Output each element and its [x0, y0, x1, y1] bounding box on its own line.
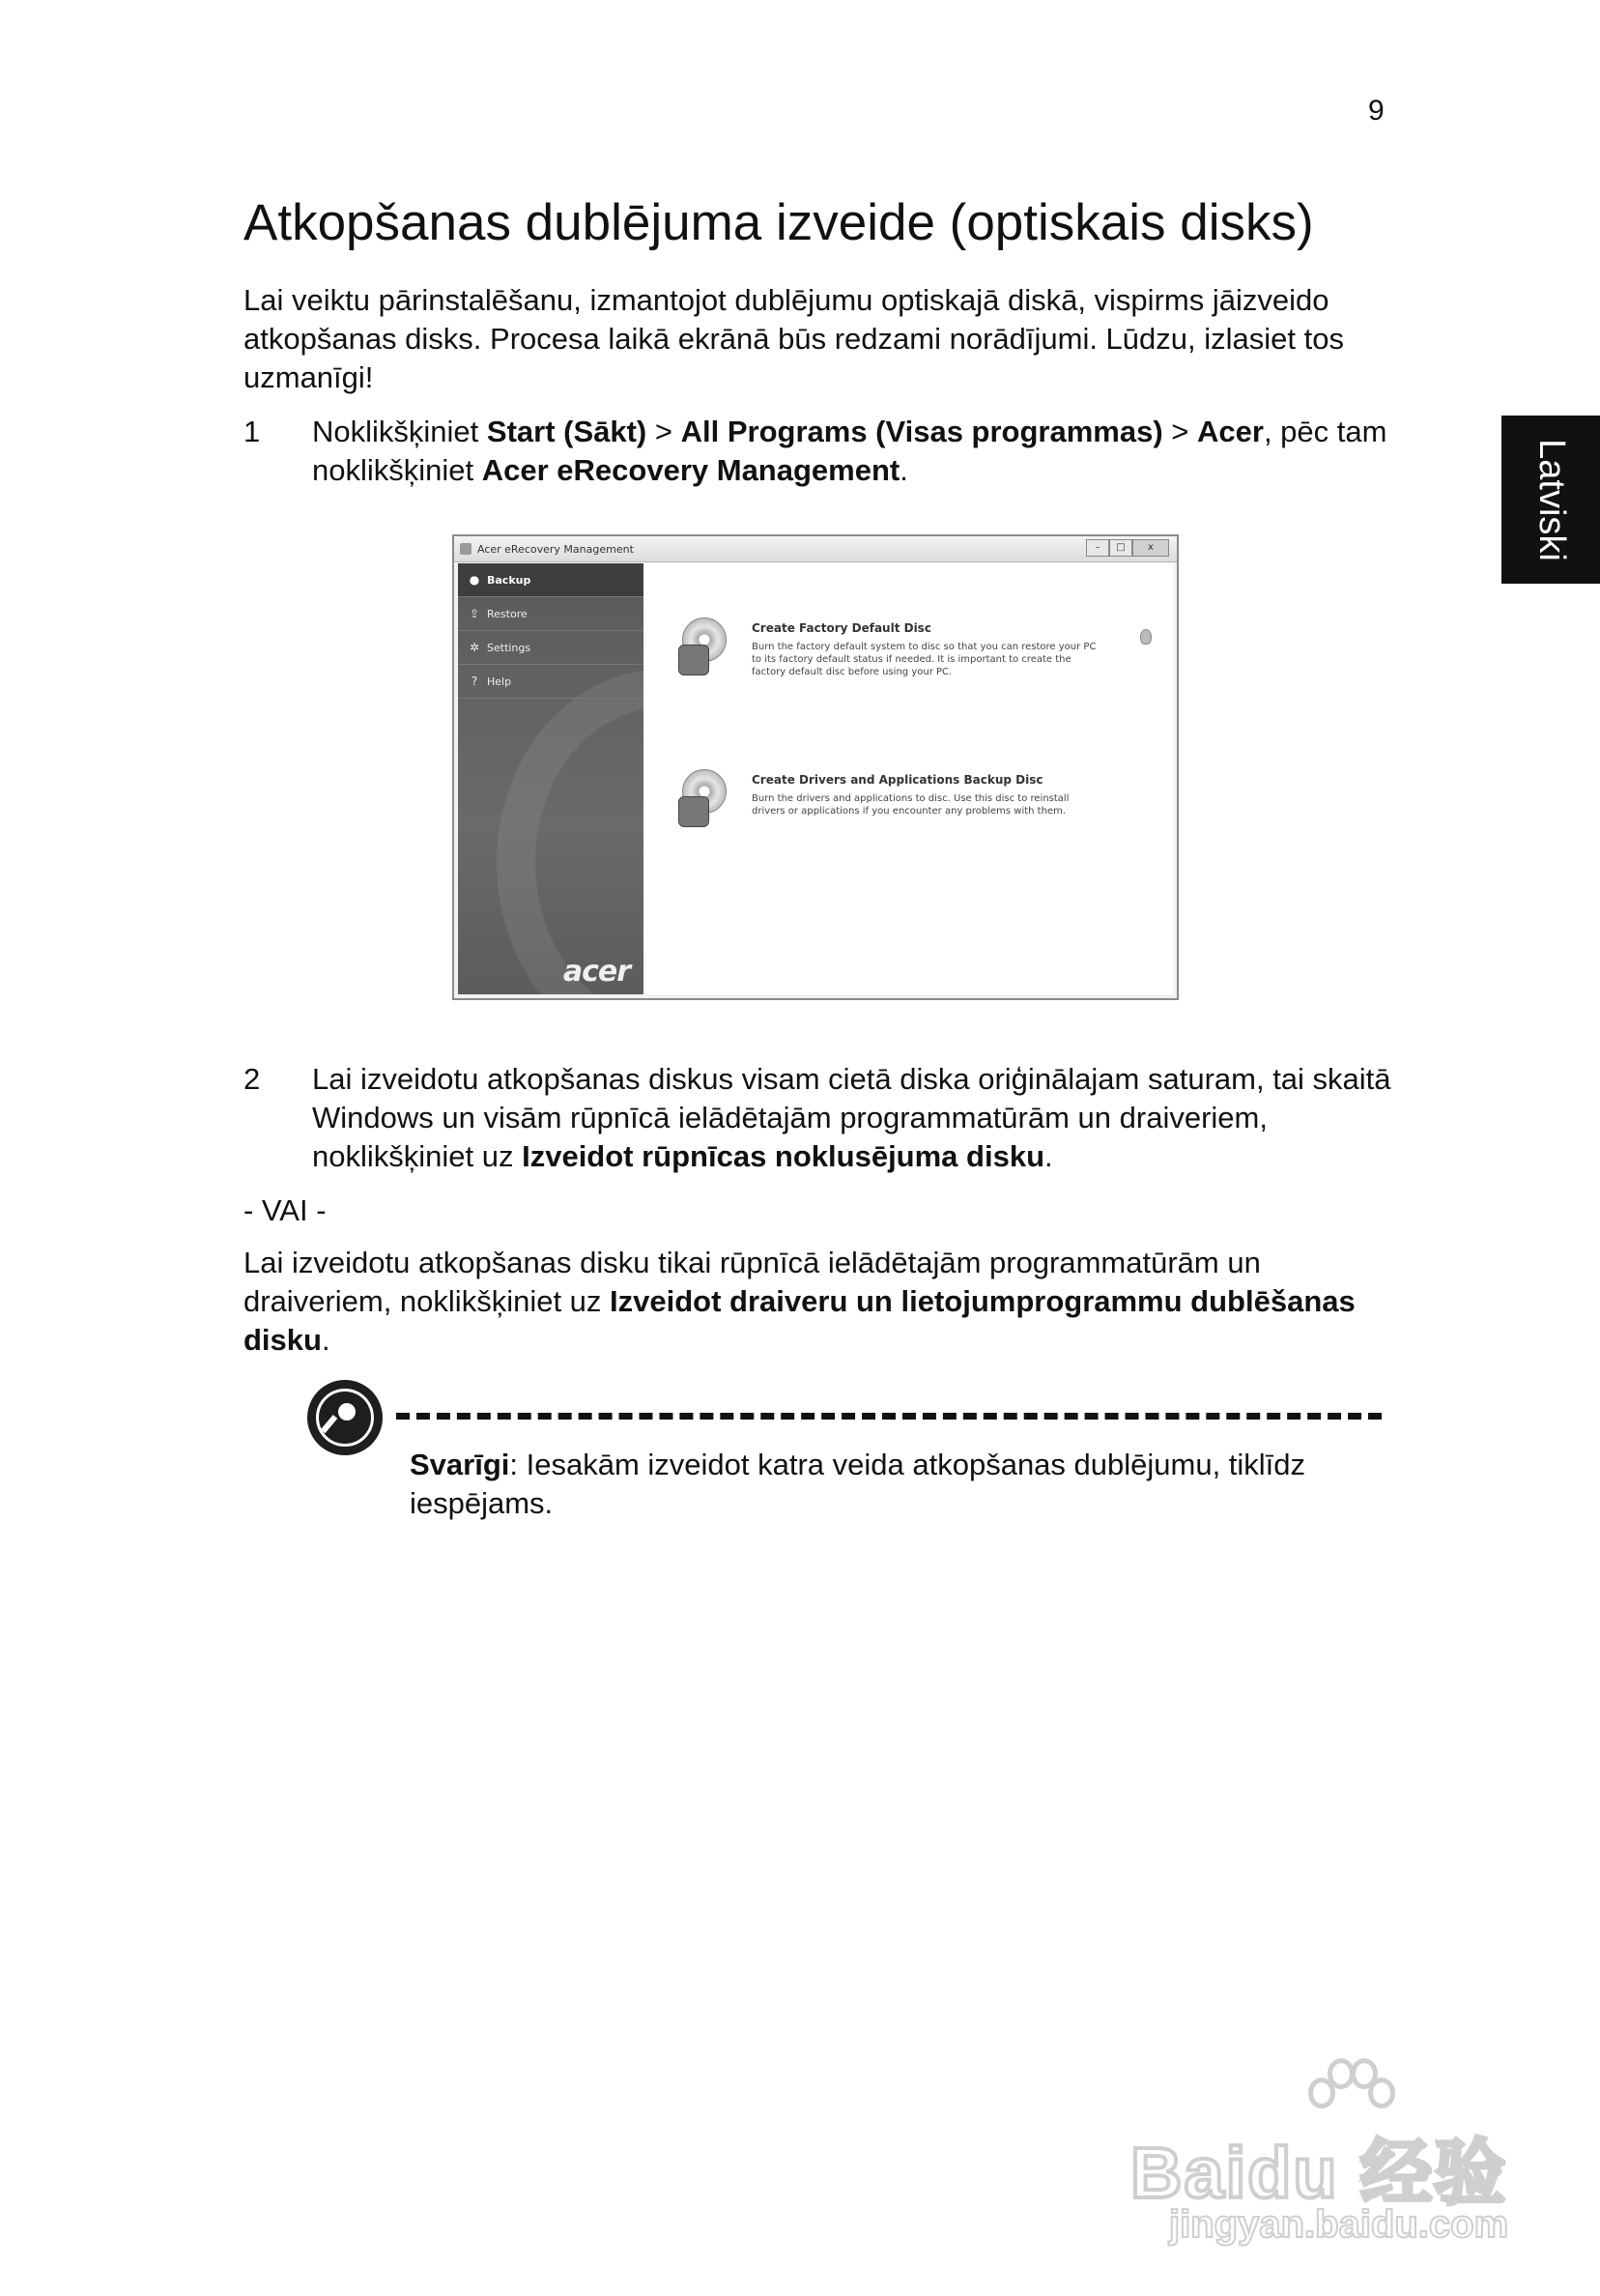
erecovery-window [452, 534, 1179, 1000]
important-note: Svarīgi: Iesakām izveidot katra veida atkopšanas dublējumu, tiklīdz iespējams. [410, 1448, 1306, 1520]
lightbulb-icon[interactable] [1140, 629, 1152, 645]
disc-apps-icon [678, 769, 727, 827]
option-title: Create Drivers and Applications Backup Disc [752, 773, 1043, 787]
window-title: Acer eRecovery Management [477, 542, 634, 556]
intro-paragraph: Lai veiktu pārinstalēšanu, izmantojot dublējumu optiskajā diskā, vispirms jāizveido atkopšanas disks. Procesa laikā ekrānā būs redzami norādījumi. Lūdzu, izlasiet tos uzmanīgi! [243, 283, 1344, 394]
option-factory-default-disc[interactable] [678, 617, 1100, 678]
acer-logo: acer [562, 955, 630, 989]
window-body [458, 563, 1173, 994]
close-button[interactable]: x [1132, 539, 1169, 557]
step-2-number: 2 [243, 1062, 261, 1096]
step-1-text: Noklikšķiniet Start (Sākt) > All Programs (Visas programmas) > Acer, pēc tam noklikšķiniet Acer eRecovery Management. [312, 415, 1387, 487]
help-icon: ? [471, 674, 478, 688]
step-2-text: Lai izveidotu atkopšanas diskus visam cietā diska oriģinālajam saturam, tai skaitā Windows un visām rūpnīcā ielādētajām programmatūrām un draiveriem, noklikšķiniet uz Izveidot rūpnīcas noklusējuma disku. [312, 1062, 1391, 1173]
window-controls [1086, 539, 1169, 557]
disc-restore-icon [678, 617, 727, 675]
page-number: 9 [1368, 95, 1385, 127]
sidebar-item-restore[interactable] [458, 597, 643, 631]
sidebar-item-help[interactable] [458, 665, 643, 699]
app-icon [460, 543, 471, 555]
sidebar-item-label: Help [487, 674, 512, 688]
language-tab-label: Latviski [1530, 438, 1572, 561]
restore-icon: ⇪ [469, 607, 480, 620]
option-description: Burn the drivers and applications to disc. Use this disc to reinstall drivers or applications if you encounter any problems with them. [752, 793, 1070, 817]
watermark [1130, 2068, 1517, 2246]
sidebar [458, 563, 643, 994]
or-separator: - VAI - [243, 1193, 327, 1227]
alternative-paragraph: Lai izveidotu atkopšanas disku tikai rūpnīcā ielādētajām programmatūrām un draiveriem, noklikšķiniet uz Izveidot draiveru un lietojumprogrammu dublēšanas disku. [243, 1246, 1356, 1357]
watermark-sub: jingyan.baidu.com [1169, 2203, 1509, 2246]
backup-icon: ● [469, 573, 480, 587]
maximize-button[interactable]: □ [1109, 539, 1132, 557]
minimize-button[interactable]: – [1086, 539, 1109, 557]
key-icon [307, 1380, 383, 1455]
sidebar-item-settings[interactable] [458, 631, 643, 665]
step-1-number: 1 [243, 415, 261, 448]
sidebar-item-label: Backup [487, 573, 531, 587]
option-title: Create Factory Default Disc [752, 621, 931, 635]
sidebar-item-label: Restore [487, 607, 528, 620]
sidebar-item-label: Settings [487, 641, 531, 654]
main-panel [643, 563, 1173, 994]
window-titlebar [454, 536, 1177, 562]
sidebar-swirl-decoration [497, 670, 643, 994]
gear-icon: ✲ [469, 641, 480, 654]
sidebar-item-backup[interactable] [458, 563, 643, 597]
page-title: Atkopšanas dublējuma izveide (optiskais disks) [243, 194, 1314, 251]
option-drivers-apps-disc[interactable] [678, 769, 1100, 827]
language-tab [1501, 416, 1600, 584]
watermark-main: Baidu 经验 [1130, 2133, 1508, 2213]
option-description: Burn the factory default system to disc so that you can restore your PC to its factory default status if needed. It is important to create the factory default disc before using your PC. [752, 642, 1097, 677]
note-divider [396, 1413, 1382, 1420]
